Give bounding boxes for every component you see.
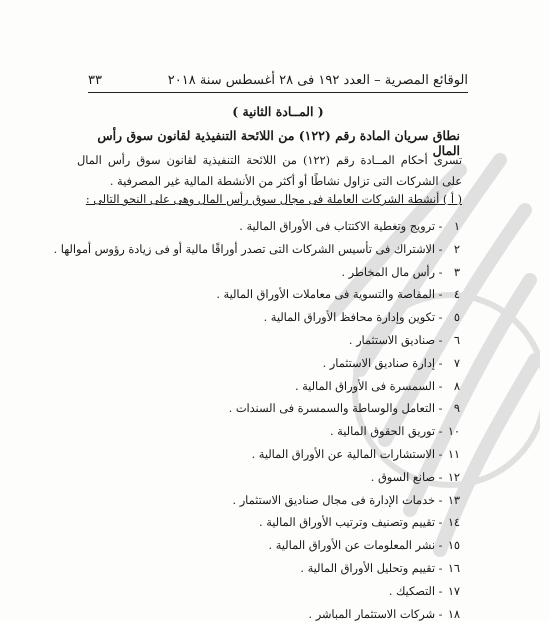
intro-line-1: تسرى أحكام المــادة رقم (١٢٢) من اللائحة التنفيذية لقانون سوق رأس المال bbox=[77, 154, 462, 167]
list-item bbox=[80, 604, 460, 626]
list-item-dash: - bbox=[435, 333, 446, 347]
activities-list bbox=[53, 216, 460, 626]
list-item bbox=[80, 444, 460, 467]
list-item-text: إدارة صناديق الاستثمار . bbox=[322, 356, 435, 370]
list-item bbox=[80, 558, 460, 581]
list-item bbox=[80, 490, 460, 513]
list-item-dash: - bbox=[435, 425, 446, 439]
list-item-number: ١٢ bbox=[447, 470, 460, 484]
list-item-dash: - bbox=[435, 242, 446, 256]
list-item-text: تقييم وتصنيف وترتيب الأوراق المالية . bbox=[259, 516, 435, 530]
list-item bbox=[80, 398, 460, 421]
article-title: ( المــادة الثانية ) bbox=[232, 104, 324, 119]
list-item bbox=[80, 512, 460, 535]
list-item-text: صناديق الاستثمار . bbox=[348, 333, 435, 347]
list-item-number: ٤ bbox=[453, 288, 460, 302]
list-item-dash: - bbox=[435, 311, 446, 325]
list-item bbox=[80, 467, 460, 490]
list-item-number: ٣ bbox=[453, 265, 460, 279]
list-item-number: ١ bbox=[453, 220, 460, 233]
intro-paragraph bbox=[77, 150, 462, 192]
list-item-number: ٦ bbox=[453, 333, 460, 347]
list-item-number: ١٨ bbox=[447, 607, 460, 621]
list-item-text: المقاصة والتسوية فى معاملات الأوراق المالية . bbox=[216, 288, 435, 302]
list-item-text: شركات الاستثمار المباشر . bbox=[308, 607, 435, 621]
list-item-dash: - bbox=[435, 584, 446, 598]
list-item bbox=[53, 239, 460, 262]
scope-title: نطاق سريان المادة رقم (١٢٢) من اللائحة التنفيذية لقانون سوق رأس المال bbox=[97, 128, 460, 158]
list-item-text: صانع السوق . bbox=[370, 470, 435, 484]
list-item bbox=[80, 376, 460, 399]
list-item-text: توريق الحقوق المالية . bbox=[329, 425, 435, 439]
list-item-dash: - bbox=[435, 539, 446, 553]
list-item-text: نشر المعلومات عن الأوراق المالية . bbox=[268, 539, 435, 553]
list-item-dash: - bbox=[435, 607, 446, 621]
list-item-text: تكوين وإدارة محافظ الأوراق المالية . bbox=[263, 311, 435, 325]
list-item bbox=[80, 330, 460, 353]
list-item-number: ١٧ bbox=[447, 584, 460, 598]
list-item bbox=[80, 284, 460, 307]
intro-line-2: على الشركات التى تزاول نشاطًا أو أكثر من الأنشطة المالية غير المصرفية . bbox=[109, 175, 462, 188]
publication-line: الوقائع المصرية – العدد ١٩٢ فى ٢٨ أغسطس سنة ٢٠١٨ bbox=[167, 72, 468, 88]
list-item bbox=[80, 262, 460, 285]
list-item-number: ٧ bbox=[453, 356, 460, 370]
list-item-dash: - bbox=[435, 288, 446, 302]
list-item-dash: - bbox=[435, 265, 446, 279]
list-item-dash: - bbox=[435, 220, 446, 233]
list-item-text: تقييم وتحليل الأوراق المالية . bbox=[300, 561, 435, 575]
page-header bbox=[88, 70, 468, 90]
list-item-dash: - bbox=[435, 493, 446, 507]
list-item bbox=[80, 353, 460, 376]
header-divider bbox=[88, 92, 468, 93]
section-a-heading-text: ( أ ) أنشطة الشركات العاملة فى مجال سوق رأس المال وهى على النحو التالى : bbox=[85, 193, 462, 206]
list-item-number: ٥ bbox=[453, 311, 460, 325]
list-item-dash: - bbox=[435, 379, 446, 393]
list-item-text: ترويج وتغطية الاكتتاب فى الأوراق المالية . bbox=[239, 220, 435, 233]
list-item-dash: - bbox=[435, 447, 446, 461]
page-number: ٣٣ bbox=[88, 72, 102, 88]
list-item-text: التعامل والوساطة والسمسرة فى السندات . bbox=[228, 402, 435, 416]
list-item-dash: - bbox=[435, 561, 446, 575]
list-item-number: ٢ bbox=[453, 242, 460, 256]
list-item bbox=[80, 307, 460, 330]
list-item-text: التصكيك . bbox=[388, 584, 435, 598]
list-item-text: خدمات الإدارة فى مجال صناديق الاستثمار . bbox=[232, 493, 435, 507]
section-a-heading bbox=[77, 193, 462, 206]
list-item-number: ١١ bbox=[447, 447, 460, 461]
list-item-number: ٩ bbox=[453, 402, 460, 416]
list-item-text: السمسرة فى الأوراق المالية . bbox=[294, 379, 435, 393]
list-item-text: الاشتراك فى تأسيس الشركات التى تصدر أوراقًا مالية أو فى زيادة رؤوس أموالها . bbox=[53, 242, 435, 256]
list-item bbox=[80, 535, 460, 558]
list-item-dash: - bbox=[435, 470, 446, 484]
list-item bbox=[80, 581, 460, 604]
list-item-dash: - bbox=[435, 356, 446, 370]
list-item-text: الاستشارات المالية عن الأوراق المالية . bbox=[251, 447, 435, 461]
list-item bbox=[80, 216, 460, 239]
list-item-number: ٨ bbox=[453, 379, 460, 393]
list-item-number: ١٤ bbox=[447, 516, 460, 530]
list-item-number: ١٣ bbox=[447, 493, 460, 507]
list-item bbox=[80, 421, 460, 444]
list-item-text: رأس مال المخاطر . bbox=[341, 265, 435, 279]
list-item-number: ١٦ bbox=[447, 561, 460, 575]
list-item-number: ١٥ bbox=[447, 539, 460, 553]
list-item-number: ١٠ bbox=[447, 425, 460, 439]
list-item-dash: - bbox=[435, 516, 446, 530]
list-item-dash: - bbox=[435, 402, 446, 416]
